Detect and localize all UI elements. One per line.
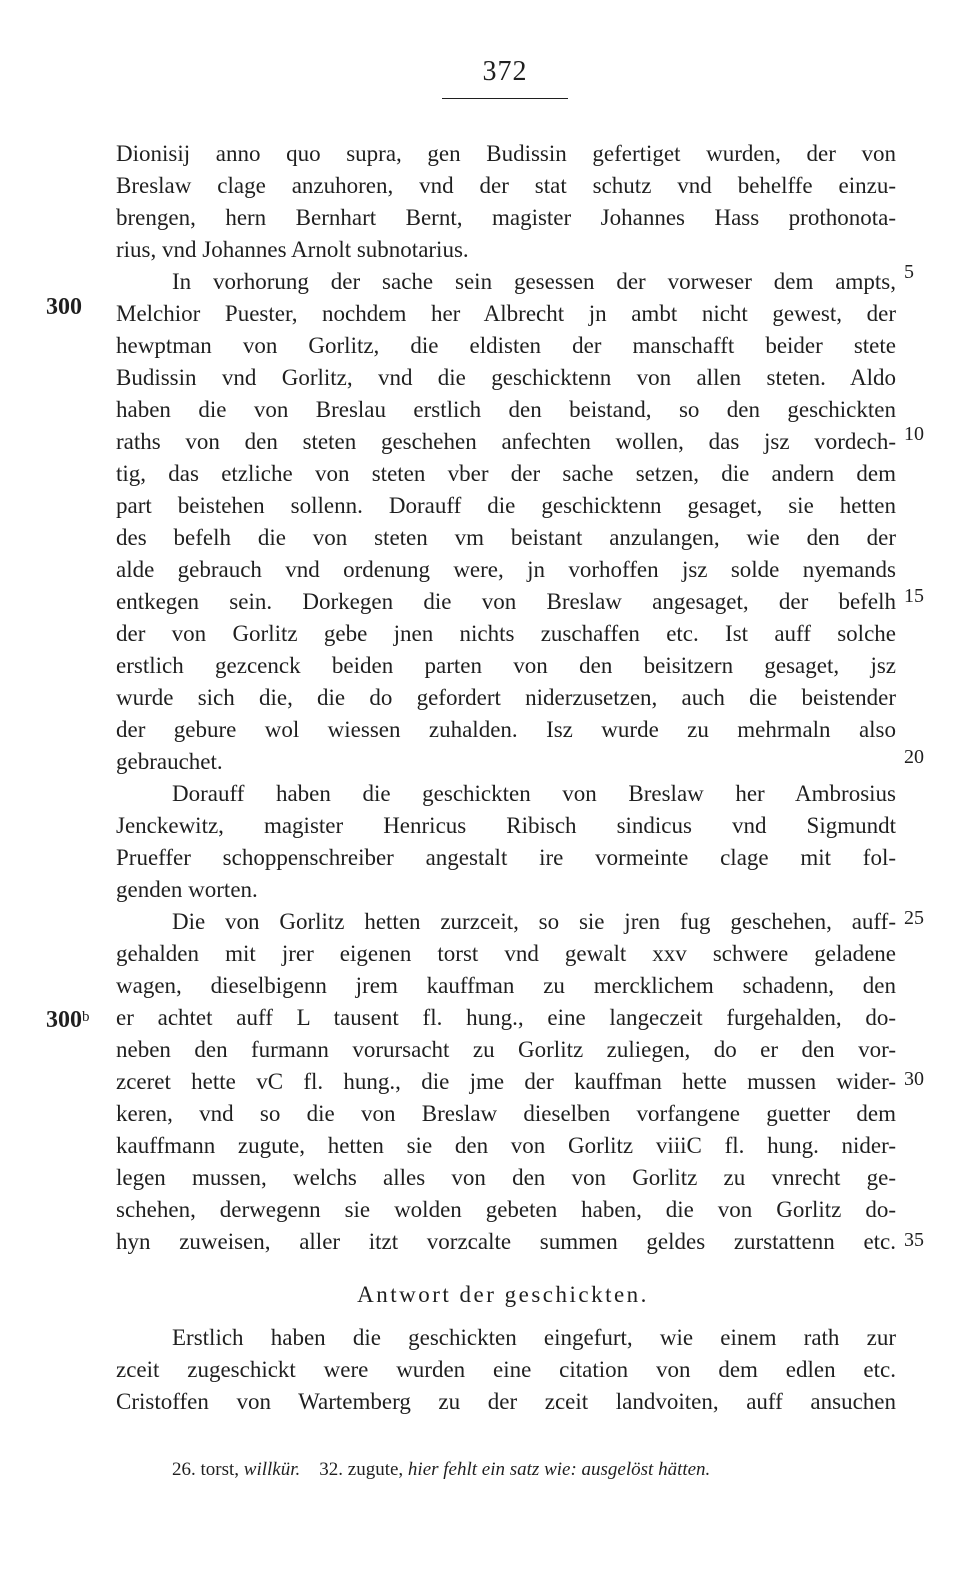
- text-line: wagen, dieselbigenn jrem kauffman zu mercklichem schadenn, den: [116, 973, 896, 998]
- text-line: rius, vnd Johannes Arnolt subnotarius.: [116, 237, 469, 262]
- line-number-30: 30: [904, 1068, 924, 1090]
- text-line: Erstlich haben die geschickten eingefurt, wie einem rath zur: [172, 1325, 896, 1350]
- footnote-1-text: willkür.: [243, 1459, 301, 1480]
- margin-folio-suffix: b: [82, 1009, 90, 1025]
- text-line: Die von Gorlitz hetten zurzceit, so sie jren fug geschehen, auff-: [172, 909, 896, 934]
- text-line: Prueffer schoppenschreiber angestalt ire vormeinte clage mit fol-: [116, 845, 896, 870]
- text-line: gehalden mit jrer eigenen torst vnd gewalt xxv schwere geladene: [116, 941, 896, 966]
- text-line: Dionisij anno quo supra, gen Budissin gefertiget wurden, der von: [116, 141, 896, 166]
- margin-folio-300b: [46, 1001, 90, 1036]
- text-line: In vorhorung der sache sein gesessen der vorweser dem ampts,: [172, 269, 896, 294]
- text-line: der gebure wol wiessen zuhalden. Isz wurde zu mehrmaln also: [116, 717, 896, 742]
- text-line: Dorauff haben die geschickten von Breslaw her Ambrosius: [172, 781, 896, 806]
- text-line: Breslaw clage anzuhoren, vnd der stat schutz vnd behelffe einzu-: [116, 173, 896, 198]
- footnotes: [172, 1455, 710, 1485]
- line-number-35: 35: [904, 1229, 924, 1251]
- text-line: entkegen sein. Dorkegen die von Breslaw angesaget, der befelh: [116, 589, 896, 614]
- text-line: erstlich gezcenck beiden parten von den beisitzern gesaget, jsz: [116, 653, 896, 678]
- text-line: keren, vnd so die von Breslaw dieselben vorfangene guetter dem: [116, 1101, 896, 1126]
- footnote-2-ref: 32. zugute,: [319, 1459, 404, 1480]
- line-number-15: 15: [904, 585, 924, 607]
- section-heading: Antwort der geschickten.: [357, 1282, 649, 1307]
- main-text: [116, 138, 896, 1258]
- text-line: alde gebrauch vnd ordenung were, jn vorhoffen jsz solde nyemands: [116, 557, 896, 582]
- line-number-20: 20: [904, 746, 924, 768]
- text-line: hewptman von Gorlitz, die eldisten der manschafft beider stete: [116, 333, 896, 358]
- text-line: zceit zugeschickt were wurden eine citation von dem edlen etc.: [116, 1357, 896, 1382]
- line-number-5: 5: [904, 261, 914, 283]
- text-line: part beistehen sollenn. Dorauff die geschicktenn gesaget, sie hetten: [116, 493, 896, 518]
- text-line: hyn zuweisen, aller itzt vorzcalte summen geldes zurstattenn etc.: [116, 1229, 896, 1254]
- text-line: er achtet auff L tausent fl. hung., eine langeczeit furgehalden, do-: [116, 1005, 896, 1030]
- footnote-1-ref: 26. torst,: [172, 1459, 240, 1480]
- margin-folio-300: [46, 288, 82, 323]
- text-line: des befelh die von steten vm beistant anzulangen, wie den der: [116, 525, 896, 550]
- text-line: haben die von Breslau erstlich den beistand, so den geschickten: [116, 397, 896, 422]
- text-line: kauffmann zugute, hetten sie den von Gorlitz viiiC fl. hung. nider-: [116, 1133, 896, 1158]
- text-line: legen mussen, welchs alles von den von Gorlitz zu vnrecht ge-: [116, 1165, 896, 1190]
- footnote-2-text: hier fehlt ein satz wie: ausgelöst hätten.: [407, 1459, 711, 1480]
- header-rule: [442, 98, 568, 99]
- text-line: brengen, hern Bernhart Bernt, magister Johannes Hass prothonota-: [116, 205, 896, 230]
- text-line: raths von den steten geschehen anfechten wollen, das jsz vordech-: [116, 429, 896, 454]
- text-line: tig, das etzliche von steten vber der sache setzen, die andern dem: [116, 461, 896, 486]
- text-line: schehen, derwegenn sie wolden gebeten haben, die von Gorlitz do-: [116, 1197, 896, 1222]
- text-line: Melchior Puester, nochdem her Albrecht jn ambt nicht gewest, der: [116, 301, 896, 326]
- text-line: Budissin vnd Gorlitz, vnd die geschicktenn von allen steten. Aldo: [116, 365, 896, 390]
- text-line: neben den furmann vorursacht zu Gorlitz zuliegen, do er den vor-: [116, 1037, 896, 1062]
- text-after-heading: [116, 1322, 896, 1418]
- line-number-25: 25: [904, 907, 924, 929]
- text-line: Jenckewitz, magister Henricus Ribisch sindicus vnd Sigmundt: [116, 813, 896, 838]
- text-line: Cristoffen von Wartemberg zu der zceit landvoiten, auff ansuchen: [116, 1389, 896, 1414]
- line-number-10: 10: [904, 423, 924, 445]
- text-line: wurde sich die, die do gefordert niderzusetzen, auch die beistender: [116, 685, 896, 710]
- text-line: gebrauchet.: [116, 749, 223, 774]
- margin-folio-number: 300: [46, 294, 82, 320]
- margin-folio-number: 300: [46, 1007, 82, 1033]
- text-line: genden worten.: [116, 877, 258, 902]
- text-line: der von Gorlitz gebe jnen nichts zuschaffen etc. Ist auff solche: [116, 621, 896, 646]
- text-line: zceret hette vC fl. hung., die jme der kauffman hette mussen wider-: [116, 1069, 896, 1094]
- page-number: 372: [482, 56, 528, 87]
